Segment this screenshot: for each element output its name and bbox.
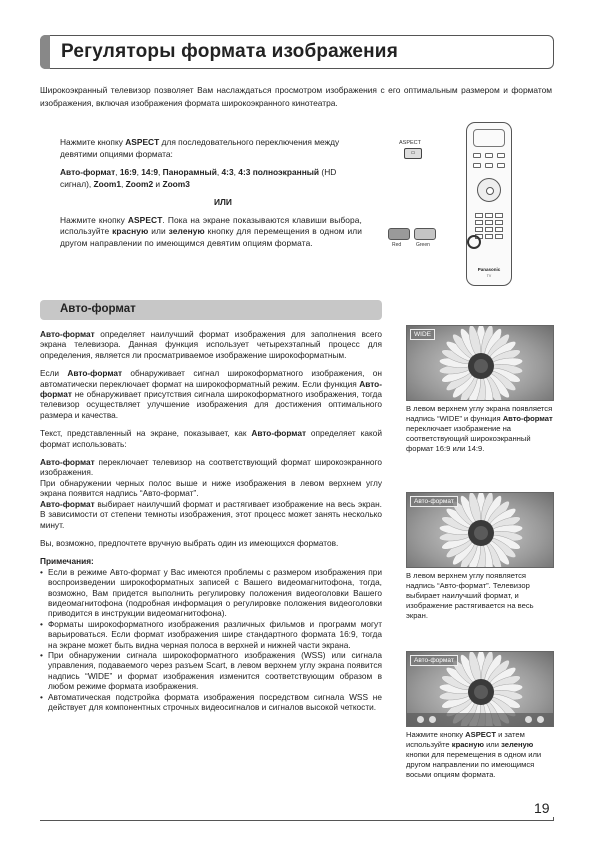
- remote-nav-pad: [477, 178, 501, 202]
- title-box: [40, 35, 554, 69]
- footer-rule: [40, 820, 554, 821]
- body-paragraph: Вы, возможно, предпочтете вручную выбрать один из имеющихся форматов.: [40, 537, 339, 548]
- body-paragraph: При обнаружении черных полос выше и ниже изображения в левом верхнем углу экрана появится надпись “Авто-формат”.: [40, 477, 382, 499]
- section-title: Авто-формат: [60, 303, 136, 315]
- aspect-button-illustration: ▭: [404, 148, 422, 159]
- wide-tag: WIDE: [410, 329, 435, 340]
- remote-tv-label: TV: [486, 274, 492, 278]
- page-title: Регуляторы формата изображения: [61, 41, 398, 62]
- notes-title: Примечания:: [40, 556, 94, 567]
- note-item: • При обнаружении сигнала широкоформатного изображения (WSS) или сигнала управления, подаваемого через разъем Scart, в левом верхнем углу экрана появится надпись “WIDE” и формат изображения изменится соответствующим образом в любом режиме формата изображения.: [40, 650, 382, 692]
- caption-auto: В левом верхнем углу появляется надпись “Авто-формат”. Телевизор выбирает наилучший формат, и изображение растягивается на весь экран.: [406, 571, 534, 620]
- auto-format-tag: Авто-формат: [410, 655, 458, 666]
- section-header: [40, 300, 382, 320]
- title-tab: [40, 35, 50, 69]
- format-selection-bar: [407, 713, 554, 726]
- note-item: • Если в режиме Авто-формат у Вас имеются проблемы с размером изображения при воспроизведении широкоформатных записей с Вашего видеомагнитофона, тогда, возможно, Вам придется выполнить регулировку положения видеоголовки Вашего видеомагнитофона (подробная информация о регулировке положения видеоголовки приводится в инструкции видеомагнитофона).: [40, 567, 382, 619]
- remote-button-row: [473, 153, 505, 159]
- red-label: Red: [392, 242, 402, 248]
- green-label: Green: [416, 242, 430, 248]
- body-paragraph: Текст, представленный на экране, показывает, как Авто-формат определяет какой формат использовать:: [40, 428, 382, 449]
- caption-wide: В левом верхнем углу экрана появляется надпись “WIDE” и функция Авто-формат переключает изображение на соответствующий широкоэкранный формат 16:9 или 14:9.: [406, 404, 553, 453]
- body-paragraph: Авто-формат выбирает наилучший формат и растягивает изображение на весь экран. В зависимости от степени темноты изображения, этот процесс может занять несколько минут.: [40, 498, 382, 530]
- or-separator: ИЛИ: [214, 197, 232, 207]
- instruction-1: Нажмите кнопку ASPECT для последовательного переключения между девятими опциями формата:: [60, 137, 340, 159]
- remote-button-row: [473, 163, 505, 169]
- auto-format-tag: Авто-формат: [410, 496, 458, 507]
- aspect-label: ASPECT: [399, 140, 422, 146]
- remote-top-panel: [473, 129, 505, 147]
- note-item: • Форматы широкоформатного изображения различных фильмов и программ могут варьироваться. Если формат изображения шире стандартного формата 16:9, тогда на экране может быть видна черная полоса в верхней и нижней части экрана.: [40, 619, 382, 650]
- sunflower-image-selection: [406, 651, 554, 727]
- remote-number-grid: [475, 213, 503, 239]
- auto-format-body: [40, 329, 382, 712]
- remote-brand-label: Panasonic: [477, 267, 501, 272]
- notes-list: [40, 567, 382, 713]
- body-paragraph: Авто-формат переключает телевизор на соответствующий формат широкоэкранного изображения.: [40, 457, 382, 478]
- page-number: 19: [534, 800, 550, 816]
- format-options-list: Авто-формат, 16:9, 14:9, Панорамный, 4:3, 4:3 полноэкранный (HD сигнал), Zoom1, Zoom2 и Zoom3: [60, 167, 337, 189]
- body-paragraph: Если Авто-формат обнаруживает сигнал широкоформатного изображения, он автоматически переключает формат на широкоформатный режим. Если функция Авто-формат не обнаруживает присутствия сигнала широкоформатного изображения, тогда телевизор осуществляет улучшение изображения для достижения оптимального размера и качества.: [40, 368, 382, 420]
- caption-selection: Нажмите кнопку ASPECT и затем используйте красную или зеленую кнопки для перемещения в одном или другом направлении по имеющимся восьми опциям формата.: [406, 730, 542, 779]
- intro-paragraph: Широкоэкранный телевизор позволяет Вам наслаждаться просмотром изображения с его оптимальным размером и форматом изображения, включая изображения формата широкоэкранного кинотеатра.: [40, 85, 552, 108]
- sunflower-image-wide: [406, 325, 554, 401]
- remote-control-illustration: [466, 122, 512, 286]
- instruction-2: Нажмите кнопку ASPECT. Пока на экране показываются клавиши выбора, используйте красную или зеленую кнопку для перемещения в одном или другом направлении по имеющимся девятим опциям формата.: [60, 214, 362, 248]
- note-item: • Автоматическая подстройка формата изображения посредством сигнала WSS не действует для компонентных строчных видеосигналов и сигналов высокой четкости.: [40, 692, 382, 713]
- remote-highlight-circle: [467, 235, 481, 249]
- red-button-illustration: [388, 228, 410, 240]
- green-button-illustration: [414, 228, 436, 240]
- instructions-block: [60, 137, 362, 256]
- sunflower-image-auto: [406, 492, 554, 568]
- body-paragraph: Авто-формат определяет наилучший формат изображения для заполнения всего экрана телевизора. Данная функция использует четырехэтапный процесс для определения, является ли просматриваемое изображение широкоформатным.: [40, 329, 382, 360]
